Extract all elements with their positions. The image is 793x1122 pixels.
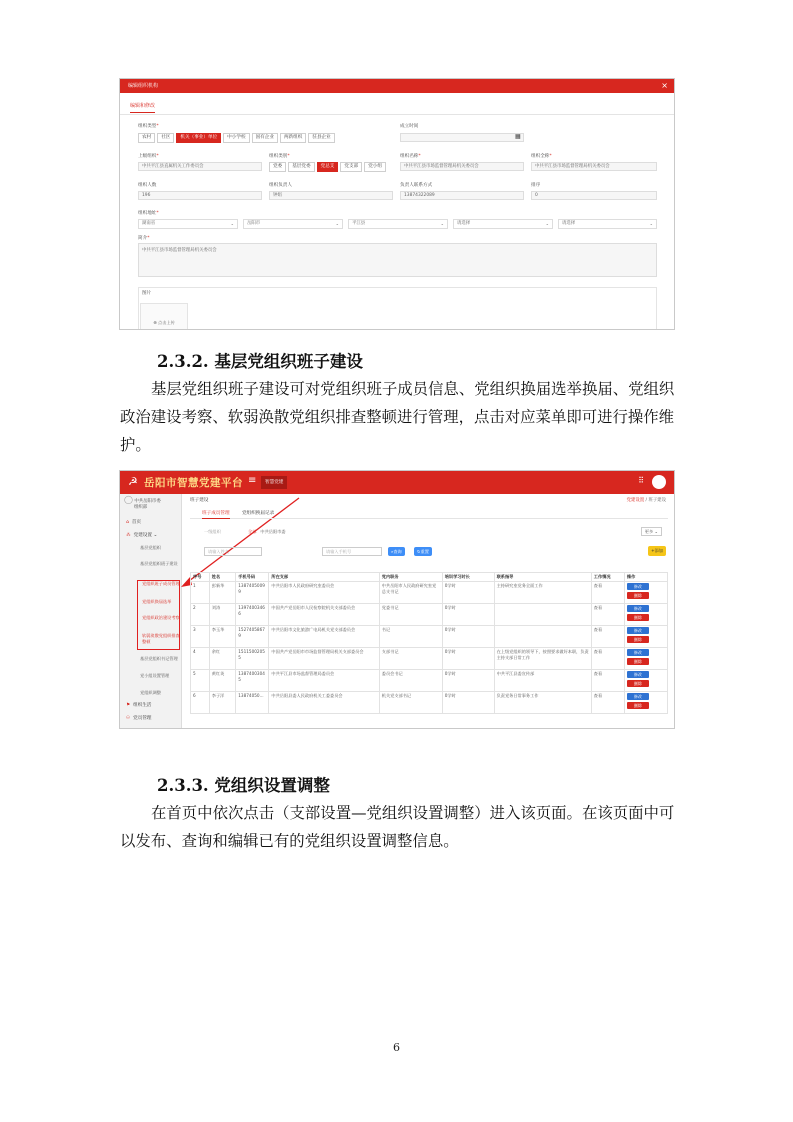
sidebar-item-org-life[interactable]: ⚑ 组织生活 [126, 703, 152, 708]
view-link[interactable]: 查看 [591, 582, 624, 604]
category-label: 组织类别* [269, 154, 290, 159]
sidebar-item-secretary[interactable]: 基层党组织书记管理 [140, 656, 178, 661]
col-header: 操作 [624, 573, 667, 582]
party-emblem-icon: ☭ [128, 475, 138, 488]
col-header: 党内职务 [379, 573, 442, 582]
sort-input[interactable]: 0 [531, 191, 657, 200]
org-type-label: 组织类型* [138, 124, 159, 129]
content-tabs [190, 507, 668, 519]
query-button[interactable]: ⌕查询 [388, 547, 405, 556]
unit-filter [190, 527, 668, 537]
org-type-option[interactable]: 两新组织 [280, 133, 306, 143]
phone-label: 负责人联系方式 [400, 183, 433, 188]
more-button[interactable]: 更多 ⌄ [641, 527, 662, 536]
county-select[interactable]: 平江县 ⌄ [348, 219, 448, 229]
platform-screenshot [119, 470, 675, 729]
image-label: 图片 [142, 291, 152, 296]
table-row: 5 黄红英 13874003045 中共平江县市场监督管理局委员会 委员会书记 0学时 中共平江县委宣传部 查看 修改 删除 [191, 670, 668, 692]
col-header: 姓名 [209, 573, 236, 582]
edit-button[interactable]: 修改 [627, 627, 649, 634]
upload-icon: ⊕ [153, 320, 159, 325]
tab-edit[interactable]: 编辑和修改 [130, 102, 155, 113]
view-link[interactable]: 查看 [591, 626, 624, 648]
col-header: 培训学习时长 [442, 573, 494, 582]
upload-label: 点击上传 [158, 320, 175, 325]
section-body-233: 在首页中依次点击（支部设置—党组织设置调整）进入该页面。在该页面中可以发布、查询和编辑已有的党组织设置调整信息。 [120, 804, 675, 850]
category-option[interactable]: 党支部 [340, 162, 362, 172]
people-icon: ⚇ [126, 716, 131, 721]
phone-input[interactable]: 13874322089 [400, 191, 524, 200]
col-header: 工作情况 [591, 573, 624, 582]
sort-label: 排序 [531, 183, 541, 188]
module-badge[interactable]: 智慧党建 [261, 476, 287, 489]
plus-icon: + [651, 548, 655, 553]
edit-button[interactable]: 修改 [627, 649, 649, 656]
search-icon: ⌕ [391, 549, 394, 554]
reset-button[interactable]: ↻重置 [414, 547, 432, 556]
view-link[interactable]: 查看 [591, 670, 624, 692]
add-button[interactable]: +添加 [648, 546, 666, 556]
user-icon: ◯ [124, 495, 133, 504]
dialog-tabs [120, 93, 674, 115]
org-type-option[interactable]: 国有企业 [252, 133, 278, 143]
sidebar-item-party-settings[interactable]: ⁂ 党建设置 ⌄ [126, 533, 158, 538]
category-option[interactable]: 党委 [269, 162, 286, 172]
table-row: 4 余红 15115002055 中国共产党岳阳市市场监督管理局机关支部委员会 支部书记 0学时 在上级党组织的领导下，按照要求做好本职，负责主持支部日常工作 查看 修改 删除 [191, 648, 668, 670]
delete-button[interactable]: 删除 [627, 658, 649, 665]
col-header: 所在支部 [269, 573, 379, 582]
edit-button[interactable]: 修改 [627, 605, 649, 612]
category-option[interactable]: 基层党委 [288, 162, 314, 172]
home-icon: ⌂ [126, 520, 129, 525]
sidebar-org [124, 497, 180, 511]
org-name-input[interactable]: 中共平江县市场监督管理局机关委员会 [400, 162, 524, 171]
table-row: 3 李玉华 15274058679 中共岳阳市文化旅游广电局机关党支部委员会 书记 0学时 查看 修改 删除 [191, 626, 668, 648]
city-select[interactable]: 岳阳市 ⌄ [243, 219, 343, 229]
col-header: 手机号码 [236, 573, 269, 582]
org-type-options [138, 133, 337, 143]
breadcrumb: 党建设置 / 班子建设 [626, 498, 666, 503]
org-name-label: 组织名称* [400, 154, 421, 159]
sidebar-org-name: 中共岳阳市委 [134, 499, 161, 504]
tab-election-records[interactable]: 党组织换届记录 [242, 511, 275, 516]
tab-team-members[interactable]: 班子成员管理 [202, 510, 230, 519]
org-icon: ⁂ [126, 533, 131, 538]
table-row: 1 彭新华 13874050099 中共岳阳市人民政府研究室委员会 中共岳阳市人民政府研究室党总支书记 0学时 主持研究室党务全面工作 查看 修改 删除 [191, 582, 668, 604]
members-label: 组织人数 [138, 183, 157, 188]
leader-label: 组织负责人 [269, 183, 292, 188]
breadcrumb-parent[interactable]: 党建设置 [626, 498, 645, 503]
avatar[interactable] [652, 475, 666, 489]
sidebar-item-adjust[interactable]: 党组织调整 [140, 690, 161, 695]
close-icon[interactable]: × [661, 81, 668, 90]
section-heading-233: 2.3.3. 党组织设置调整 [157, 776, 330, 795]
table-header-row [191, 573, 668, 582]
members-table [190, 572, 668, 714]
edit-org-dialog-screenshot [119, 78, 675, 330]
dialog-title: 编辑组织机构 [128, 83, 159, 89]
grid-icon[interactable]: ⠿ [638, 476, 644, 485]
table-row: 2 刘涛 13974003466 中国共产党岳阳市人民检察院机关支部委员会 党委书记 0学时 查看 修改 删除 [191, 604, 668, 626]
unit-value[interactable]: 全部 中共岳阳市委 [248, 529, 286, 534]
view-link[interactable]: 查看 [591, 692, 624, 714]
parent-org-label: 上级组织* [138, 154, 159, 159]
highlight-box [137, 580, 180, 650]
edit-button[interactable]: 修改 [627, 583, 649, 590]
breadcrumb-current: 班子建设 [648, 498, 666, 503]
org-type-option-selected[interactable]: 机关（事业）单位 [176, 133, 221, 143]
flag-icon: ⚑ [126, 703, 131, 708]
address-label: 组织地址* [138, 211, 159, 216]
section-body-232: 基层党组织班子建设可对党组织班子成员信息、党组织换届选举换届、党组织政治建设考察、软弱涣散党组织排查整顿进行管理，点击对应菜单即可进行操作维护。 [120, 380, 675, 454]
delete-button[interactable]: 删除 [627, 702, 649, 709]
village-select[interactable]: 请选择 ⌄ [558, 219, 657, 229]
delete-button[interactable]: 删除 [627, 614, 649, 621]
sidebar-subitem-rectify[interactable]: 软弱涣散党组织排查整顿 [142, 633, 180, 644]
page-title: 班子建设 [190, 498, 209, 503]
edit-button[interactable]: 修改 [627, 693, 649, 700]
dialog-titlebar [120, 79, 674, 93]
town-select[interactable]: 请选择 ⌄ [453, 219, 553, 229]
org-type-option[interactable]: 农村 [138, 133, 155, 143]
org-fullname-label: 组织全称* [531, 154, 552, 159]
founded-label: 成立时间 [400, 124, 419, 129]
phone-search-input[interactable]: 请输入手机号 [322, 547, 382, 556]
org-type-option[interactable]: 社区 [157, 133, 174, 143]
sidebar-item-group[interactable]: 党小组设置管理 [140, 673, 170, 678]
section-heading-232: 2.3.2. 基层党组织班子建设 [157, 352, 363, 371]
sidebar-subitem-members[interactable]: 党组织班子成员管理 [142, 581, 180, 586]
menu-toggle-icon[interactable]: ≡ [248, 475, 257, 486]
delete-button[interactable]: 删除 [627, 592, 649, 599]
parent-org-input[interactable]: 中共平江县直属机关工作委员会 [138, 162, 262, 171]
edit-button[interactable]: 修改 [627, 671, 649, 678]
main-content [182, 494, 675, 729]
sidebar-subitem-political[interactable]: 党组织政治建设考察 [142, 615, 180, 620]
org-fullname-input[interactable]: 中共平江县市场监督管理局机关委员会 [531, 162, 657, 171]
intro-textarea[interactable]: 中共平江县市场监督管理局机关委员会 [138, 243, 657, 277]
delete-button[interactable]: 删除 [627, 636, 649, 643]
founded-input[interactable] [400, 133, 524, 142]
org-type-option[interactable]: 中小学校 [223, 133, 249, 143]
top-bar [120, 471, 675, 494]
image-section [138, 287, 657, 330]
sidebar-item-basic-org[interactable]: 基层党组织 [140, 545, 161, 550]
calendar-icon[interactable]: ▦ [515, 133, 521, 140]
table-row: 6 李子洋 13874050... 中共岳阳县委人民政府机关工委委员会 机关党支部书记 0学时 负责党务日常事务工作 查看 修改 删除 [191, 692, 668, 714]
unit-label: 一级组织 [204, 529, 221, 534]
category-option[interactable]: 党小组 [364, 162, 386, 172]
sidebar-item-home[interactable]: ⌂ 首页 [126, 520, 142, 525]
sidebar-item-team-building[interactable]: 基层党组织班子建设 [140, 561, 178, 566]
delete-button[interactable]: 删除 [627, 680, 649, 687]
sidebar-subitem-election[interactable]: 党组织换届选举 [142, 599, 172, 604]
category-option-selected[interactable]: 党总支 [317, 162, 339, 172]
sidebar-org-sub: 组织部 [134, 505, 148, 510]
category-options [269, 162, 388, 172]
col-header: 联系指导 [494, 573, 591, 582]
intro-label: 简介* [138, 236, 150, 241]
sidebar-item-members[interactable]: ⚇ 党员管理 [126, 716, 152, 721]
refresh-icon: ↻ [417, 549, 421, 554]
col-header: 序号 [191, 573, 210, 582]
org-type-option[interactable]: 驻县企业 [308, 133, 334, 143]
members-input[interactable]: 196 [138, 191, 262, 200]
platform-brand: 岳阳市智慧党建平台 [144, 477, 243, 489]
upload-button[interactable] [140, 303, 188, 330]
name-search-input[interactable]: 请输入姓名 [204, 547, 262, 556]
view-link[interactable]: 查看 [591, 648, 624, 670]
province-select[interactable]: 湖南省 ⌄ [138, 219, 238, 229]
page-number: 6 [393, 1041, 400, 1054]
view-link[interactable]: 查看 [591, 604, 624, 626]
leader-input[interactable]: 钟娟 [269, 191, 393, 200]
